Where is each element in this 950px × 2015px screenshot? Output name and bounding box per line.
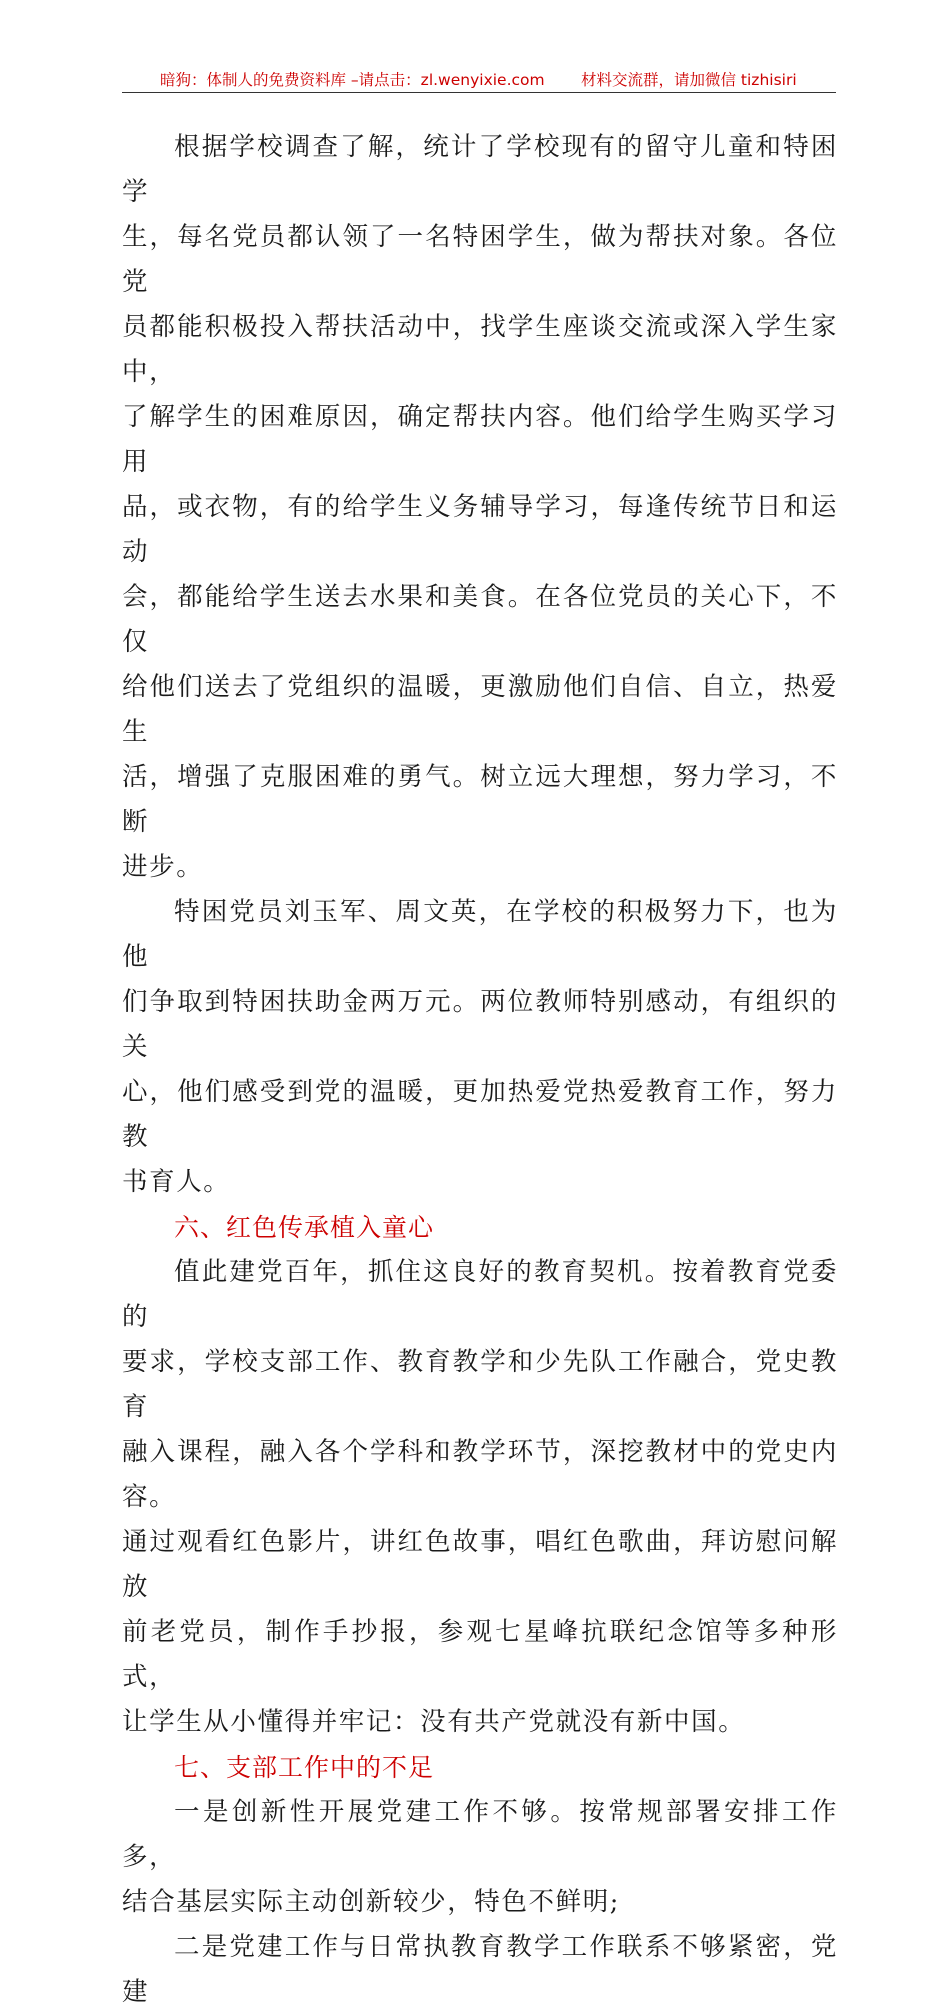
- header-site-link-text[interactable]: 暗狗：体制人的免费资料库 –请点击：zl.wenyixie.com: [160, 71, 545, 89]
- document-body: [122, 125, 838, 2015]
- paragraph-shortcoming-one: 一是创新性开展党建工作不够。按常规部署安排工作多， 结合基层实际主动创新较少，特色不鲜明;: [122, 1797, 838, 1917]
- section-heading-seven: 七、支部工作中的不足: [174, 1753, 435, 1782]
- paragraph-red-heritage: 值此建党百年，抓住这良好的教育契机。按着教育党委的 要求，学校支部工作、教育教学和少先队工作融合，党史教育 融入课程，融入各个学科和教学环节，深挖教材中的党史内容。 通过观看红色影片，讲红色故事，唱红色歌曲，拜访慰问解放 前老党员，制作手抄报，参观七星峰抗联纪念馆等多种形式， 让学生从小懂得并牢记：没有共产党就没有新中国。: [122, 1257, 838, 1737]
- paragraph-shortcoming-two: 二是党建工作与日常执教育教学工作联系不够紧密，党建: [122, 1932, 838, 2007]
- page-header: [122, 66, 836, 93]
- section-heading-six: 六、红色传承植入童心: [174, 1213, 435, 1242]
- paragraph-hardship-teachers: 特困党员刘玉军、周文英，在学校的积极努力下，也为他 们争取到特困扶助金两万元。两位教师特别感动，有组织的关 心，他们感受到党的温暖，更加热爱党热爱教育工作，努力教 书育人。: [122, 897, 838, 1197]
- header-wechat-text: 材料交流群，请加微信 tizhisiri: [581, 71, 797, 89]
- paragraph-support-students: 根据学校调查了解，统计了学校现有的留守儿童和特困学 生，每名党员都认领了一名特困学生，做为帮扶对象。各位党 员都能积极投入帮扶活动中，找学生座谈交流或深入学生家中， 了解学生的困难原因，确定帮扶内容。他们给学生购买学习用 品，或衣物，有的给学生义务辅导学习，每逢传统节日和运动 会，都能给学生送去水果和美食。在各位党员的关心下，不仅 给他们送去了党组织的温暖，更激励他们自信、自立，热爱生 活，增强了克服困难的勇气。树立远大理想，努力学习，不断 进步。: [122, 132, 838, 882]
